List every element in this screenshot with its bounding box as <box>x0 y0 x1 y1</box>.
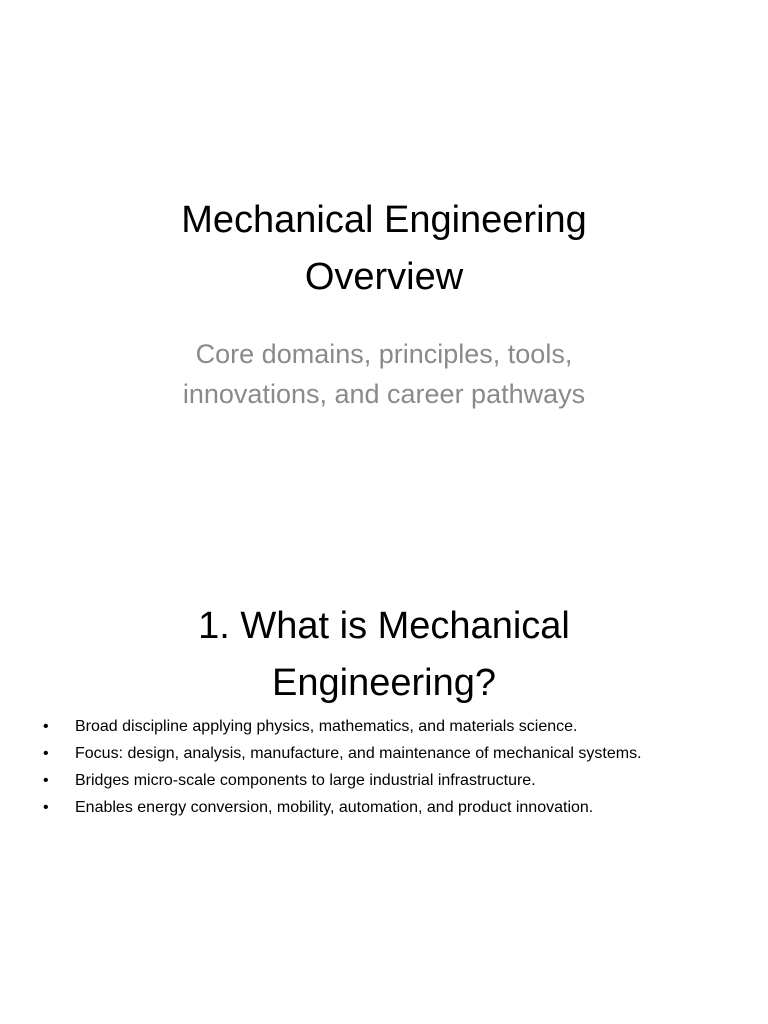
title-line-2: Overview <box>304 256 464 298</box>
subtitle-line-2: innovations, and career pathways <box>182 379 586 409</box>
page-subtitle <box>90 334 678 414</box>
content-slide <box>0 512 768 1024</box>
section-title-line-1: 1. What is Mechanical <box>198 605 570 647</box>
list-item <box>38 740 738 767</box>
list-item <box>38 794 738 821</box>
section-title <box>60 598 708 712</box>
bullet-text: Enables energy conversion, mobility, automation, and product innovation. <box>75 799 594 816</box>
bullet-icon: • <box>43 772 49 789</box>
bullet-text: Broad discipline applying physics, mathematics, and materials science. <box>75 718 578 735</box>
bullet-icon: • <box>43 718 49 735</box>
bullet-text: Bridges micro-scale components to large industrial infrastructure. <box>75 772 536 789</box>
page-title <box>90 192 678 306</box>
bullet-text: Focus: design, analysis, manufacture, and maintenance of mechanical systems. <box>75 745 642 762</box>
section-title-line-2: Engineering? <box>272 662 496 704</box>
list-item <box>38 767 738 794</box>
bullet-list <box>38 713 738 821</box>
title-line-1: Mechanical Engineering <box>181 199 587 241</box>
list-item <box>38 713 738 740</box>
bullet-icon: • <box>43 745 49 762</box>
bullet-icon: • <box>43 799 49 816</box>
subtitle-line-1: Core domains, principles, tools, <box>195 339 573 369</box>
